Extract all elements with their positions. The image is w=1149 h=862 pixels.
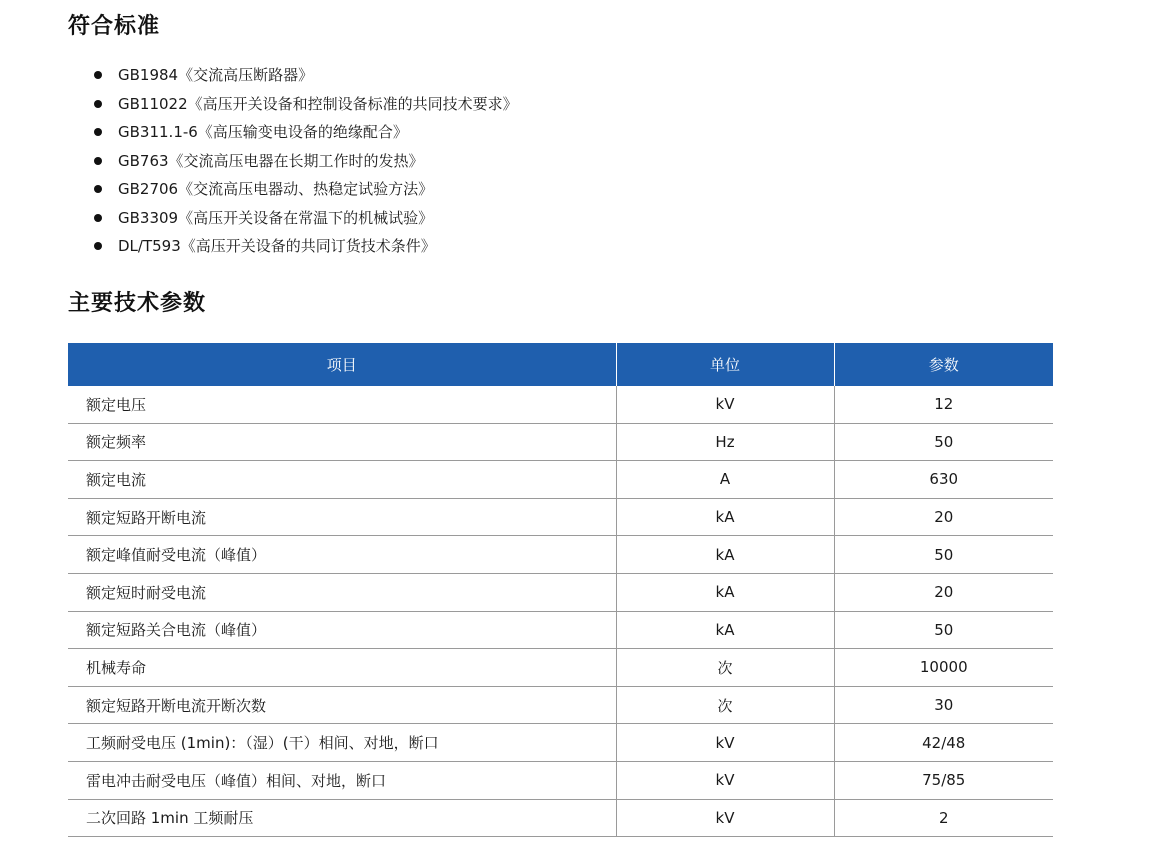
row-value: 50 (834, 611, 1053, 649)
row-value: 20 (834, 498, 1053, 536)
standard-text: GB11022《高压开关设备和控制设备标准的共同技术要求》 (118, 94, 518, 113)
standards-list (94, 61, 518, 261)
row-item: 额定电流 (68, 461, 616, 499)
standard-text: GB3309《高压开关设备在常温下的机械试验》 (118, 208, 434, 227)
bullet-icon (94, 185, 102, 193)
row-unit: kV (616, 386, 834, 423)
standards-heading: 符合标准 (68, 14, 161, 39)
row-value: 50 (834, 536, 1053, 574)
table-row (68, 799, 1053, 837)
row-value: 75/85 (834, 761, 1053, 799)
table-row (68, 761, 1053, 799)
row-value: 42/48 (834, 724, 1053, 762)
row-unit: kA (616, 498, 834, 536)
row-item: 机械寿命 (68, 649, 616, 687)
standard-item (94, 90, 518, 119)
row-item: 额定频率 (68, 423, 616, 461)
row-unit: 次 (616, 649, 834, 687)
params-table (68, 343, 1053, 837)
row-item: 额定电压 (68, 386, 616, 423)
row-unit: kA (616, 573, 834, 611)
standard-text: GB2706《交流高压电器动、热稳定试验方法》 (118, 180, 434, 198)
bullet-icon (94, 157, 102, 165)
row-item: 额定短时耐受电流 (68, 573, 616, 611)
row-item: 额定短路关合电流（峰值） (68, 611, 616, 649)
row-unit: kA (616, 611, 834, 649)
bullet-icon (94, 128, 102, 136)
bullet-icon (94, 214, 102, 222)
standard-item (94, 61, 518, 90)
table-row (68, 461, 1053, 499)
standard-text: GB1984《交流高压断路器》 (118, 66, 314, 84)
row-unit: A (616, 461, 834, 499)
row-item: 二次回路 1min 工频耐压 (68, 799, 616, 837)
row-value: 30 (834, 686, 1053, 724)
row-item: 雷电冲击耐受电压（峰值）相间、对地，断口 (68, 761, 616, 799)
row-value: 2 (834, 799, 1053, 837)
standard-text: DL/T593《高压开关设备的共同订货技术条件》 (118, 237, 436, 255)
standard-item (94, 147, 518, 176)
row-value: 12 (834, 386, 1053, 423)
table-row (68, 573, 1053, 611)
row-unit: kA (616, 536, 834, 574)
column-header-item: 项目 (68, 343, 616, 386)
standard-item (94, 204, 518, 233)
bullet-icon (94, 100, 102, 108)
row-item: 额定短路开断电流 (68, 498, 616, 536)
row-unit: 次 (616, 686, 834, 724)
standard-text: GB763《交流高压电器在长期工作时的发热》 (118, 151, 424, 170)
header-row (68, 343, 1053, 386)
row-value: 50 (834, 423, 1053, 461)
table-row (68, 724, 1053, 762)
table-row (68, 611, 1053, 649)
row-item: 工频耐受电压 (1min)：（湿）(干）相间、对地，断口 (68, 724, 616, 762)
standard-item (94, 118, 518, 147)
table-row (68, 536, 1053, 574)
standard-item (94, 232, 518, 261)
table-row (68, 386, 1053, 423)
table-row (68, 686, 1053, 724)
row-unit: Hz (616, 423, 834, 461)
table-row (68, 423, 1053, 461)
row-unit: kV (616, 724, 834, 762)
row-value: 20 (834, 573, 1053, 611)
row-unit: kV (616, 761, 834, 799)
row-unit: kV (616, 799, 834, 837)
bullet-icon (94, 71, 102, 79)
row-item: 额定短路开断电流开断次数 (68, 686, 616, 724)
column-header-value: 参数 (834, 343, 1053, 386)
row-item: 额定峰值耐受电流（峰值） (68, 536, 616, 574)
bullet-icon (94, 242, 102, 250)
column-header-unit: 单位 (616, 343, 834, 386)
params-heading: 主要技术参数 (68, 291, 207, 316)
table-row (68, 498, 1053, 536)
table-header (68, 343, 1053, 386)
table-row (68, 649, 1053, 687)
table-body (68, 386, 1053, 837)
row-value: 630 (834, 461, 1053, 499)
standard-text: GB311.1-6《高压输变电设备的绝缘配合》 (118, 123, 408, 141)
standard-item (94, 175, 518, 204)
row-value: 10000 (834, 649, 1053, 687)
